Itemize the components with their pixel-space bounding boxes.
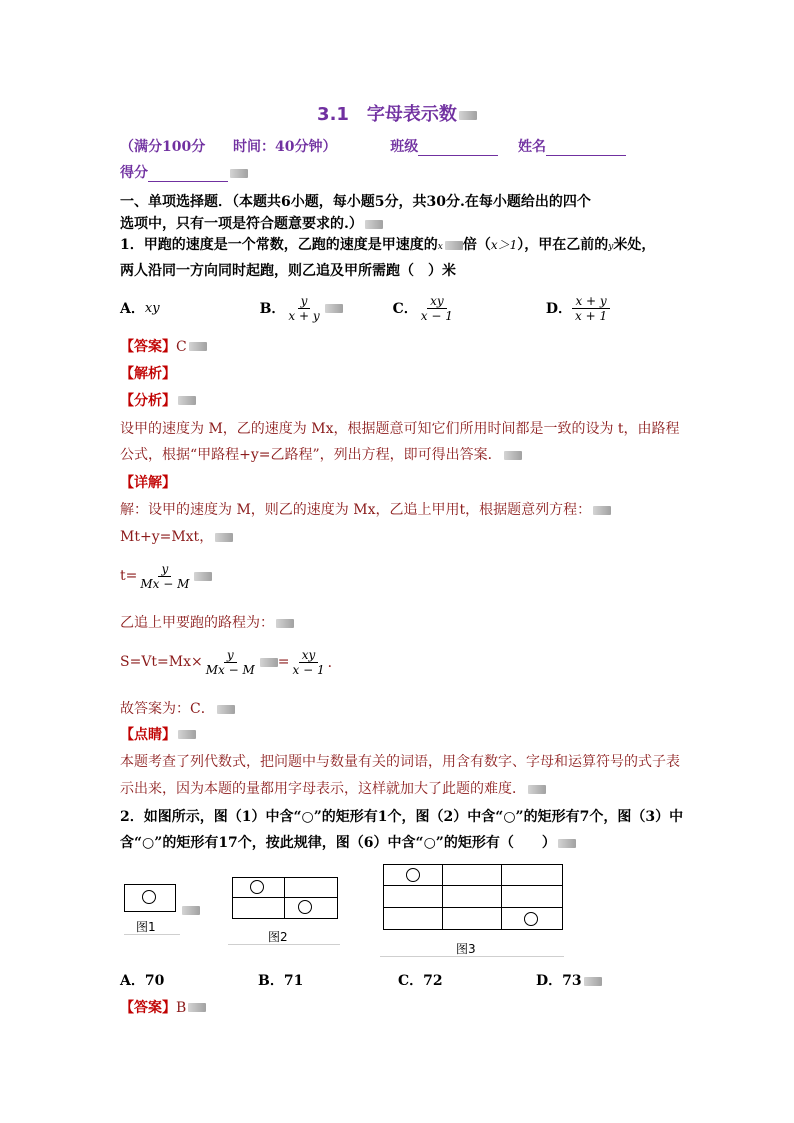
q2-option-d[interactable]: D．73 bbox=[536, 973, 582, 989]
score-blank[interactable] bbox=[148, 167, 228, 182]
q1-option-d[interactable]: $\frac{x + y}{x + 1}$ bbox=[572, 294, 610, 323]
q2-answer: 【答案】B bbox=[120, 997, 206, 1017]
score-label: 得分 bbox=[120, 165, 148, 181]
fig3-circle-1 bbox=[406, 868, 420, 882]
watermark-icon bbox=[459, 111, 477, 120]
watermark-icon bbox=[215, 533, 233, 542]
q1-dianjing-line2: 示出来，因为本题的量都用字母表示，这样就加大了此题的难度． bbox=[120, 778, 546, 798]
q2-option-a[interactable]: A．70 bbox=[120, 973, 165, 989]
watermark-icon bbox=[276, 619, 294, 628]
fig2-hline bbox=[232, 897, 337, 898]
watermark-icon bbox=[593, 506, 611, 515]
name-blank[interactable] bbox=[546, 141, 626, 156]
q1-s-formula: S=Vt=Mx× $\frac{y}{Mx - M}$ = $\frac{xy}{x - 1}$ ． bbox=[120, 647, 342, 677]
q1-detail-line1: 解：设甲的速度为 M，则乙的速度为 Mx，乙追上甲用t，根据题意列方程： bbox=[120, 499, 611, 519]
watermark-icon bbox=[189, 342, 207, 351]
watermark-icon bbox=[217, 705, 235, 714]
fig1-circle bbox=[142, 890, 156, 904]
q1-stem-line2: 两人沿同一方向同时起跑，则乙追及甲所需跑（ ）米 bbox=[120, 263, 456, 279]
fig2-circle-2 bbox=[298, 900, 312, 914]
watermark-icon bbox=[365, 220, 383, 229]
q1-conclusion: 故答案为：C． bbox=[120, 698, 235, 718]
fig3-caption: 图3 bbox=[456, 942, 476, 956]
watermark-icon bbox=[504, 451, 522, 460]
watermark-icon bbox=[178, 730, 196, 739]
watermark-icon bbox=[445, 241, 463, 250]
q1-dianjing-line1: 本题考查了列代数式，把问题中与数量有关的词语，用含有数字、字母和运算符号的式子表 bbox=[120, 754, 680, 770]
fig1-caption: 图1 bbox=[136, 920, 156, 934]
q1-detail-line3: 乙追上甲要跑的路程为： bbox=[120, 612, 294, 632]
watermark-icon bbox=[182, 906, 200, 915]
watermark-icon bbox=[325, 304, 343, 313]
full-score: （满分100分 bbox=[120, 139, 206, 155]
watermark-icon bbox=[558, 839, 576, 848]
q1-detail-line2: Mt+y=Mxt， bbox=[120, 526, 233, 546]
watermark-icon bbox=[230, 169, 248, 178]
fig3-vline-1 bbox=[442, 864, 443, 929]
time-limit: 时间：40分钟） bbox=[232, 139, 337, 155]
fig3-circle-2 bbox=[524, 912, 538, 926]
q2-stem-line1: 2．如图所示，图（1）中含“○”的矩形有1个，图（2）中含“○”的矩形有7个，图（3）中 bbox=[120, 809, 684, 825]
q2-option-b[interactable]: B．71 bbox=[258, 973, 304, 989]
watermark-icon bbox=[260, 658, 278, 667]
q2-options bbox=[120, 970, 602, 990]
watermark-icon bbox=[194, 572, 212, 581]
q1-analysis-label: 【解析】 bbox=[120, 366, 176, 382]
section1-heading: 一、单项选择题．（本题共6小题，每小题5分，共30分.在每小题给出的四个 bbox=[120, 194, 591, 210]
q1-option-d-label[interactable]: D． bbox=[545, 301, 573, 317]
q1-fenxi-line1: 设甲的速度为 M，乙的速度为 Mx，根据题意可知它们所用时间都是一致的设为 t，由路程 bbox=[120, 421, 680, 437]
q1-option-c[interactable]: $\frac{xy}{x - 1}$ bbox=[420, 293, 453, 323]
q1-answer: 【答案】C bbox=[120, 336, 207, 356]
q1-option-a-label[interactable]: A． bbox=[120, 301, 145, 317]
fig3-hline-2 bbox=[383, 907, 562, 908]
watermark-icon bbox=[188, 1003, 206, 1012]
q1-option-b-label[interactable]: B． bbox=[259, 301, 286, 317]
q1-detail-label: 【详解】 bbox=[120, 475, 176, 491]
class-blank[interactable] bbox=[418, 141, 498, 156]
watermark-icon bbox=[584, 977, 602, 986]
q1-option-c-label[interactable]: C． bbox=[392, 301, 418, 317]
fig3-vline-2 bbox=[501, 864, 502, 929]
q1-fenxi-label: 【分析】 bbox=[120, 390, 196, 410]
fig2-circle-1 bbox=[250, 880, 264, 894]
fig2-caption: 图2 bbox=[268, 930, 288, 944]
name-label: 姓名 bbox=[517, 139, 546, 155]
watermark-icon bbox=[528, 785, 546, 794]
score-line bbox=[120, 162, 248, 182]
q1-fenxi-line2: 公式，根据“甲路程+y=乙路程”，列出方程，即可得出答案． bbox=[120, 444, 522, 464]
q1-t-formula: t= $\frac{y}{Mx - M}$ bbox=[120, 558, 212, 594]
q2-option-c[interactable]: C．72 bbox=[398, 973, 443, 989]
class-label: 班级 bbox=[390, 139, 419, 155]
q1-options bbox=[120, 290, 610, 326]
header-info bbox=[120, 136, 626, 156]
q2-stem-line2: 含“○”的矩形有17个，按此规律，图（6）中含“○”的矩形有（ ） bbox=[120, 832, 576, 852]
watermark-icon bbox=[178, 396, 196, 405]
section1-heading-cont: 选项中，只有一项是符合题意要求的.） bbox=[120, 213, 383, 233]
q1-option-b[interactable]: $\frac{y}{x + y}$ bbox=[288, 293, 320, 323]
fig2-rect bbox=[232, 877, 338, 919]
q1-stem-line1: 1．甲跑的速度是一个常数，乙跑的速度是甲速度的x 倍（x＞1），甲在乙前的y米处， bbox=[120, 237, 656, 253]
q1-dianjing-label: 【点睛】 bbox=[120, 724, 196, 744]
fig3-hline-1 bbox=[383, 885, 562, 886]
page-title: 3.1 字母表示数 bbox=[0, 100, 794, 126]
q1-option-a[interactable]: xy bbox=[144, 300, 160, 316]
